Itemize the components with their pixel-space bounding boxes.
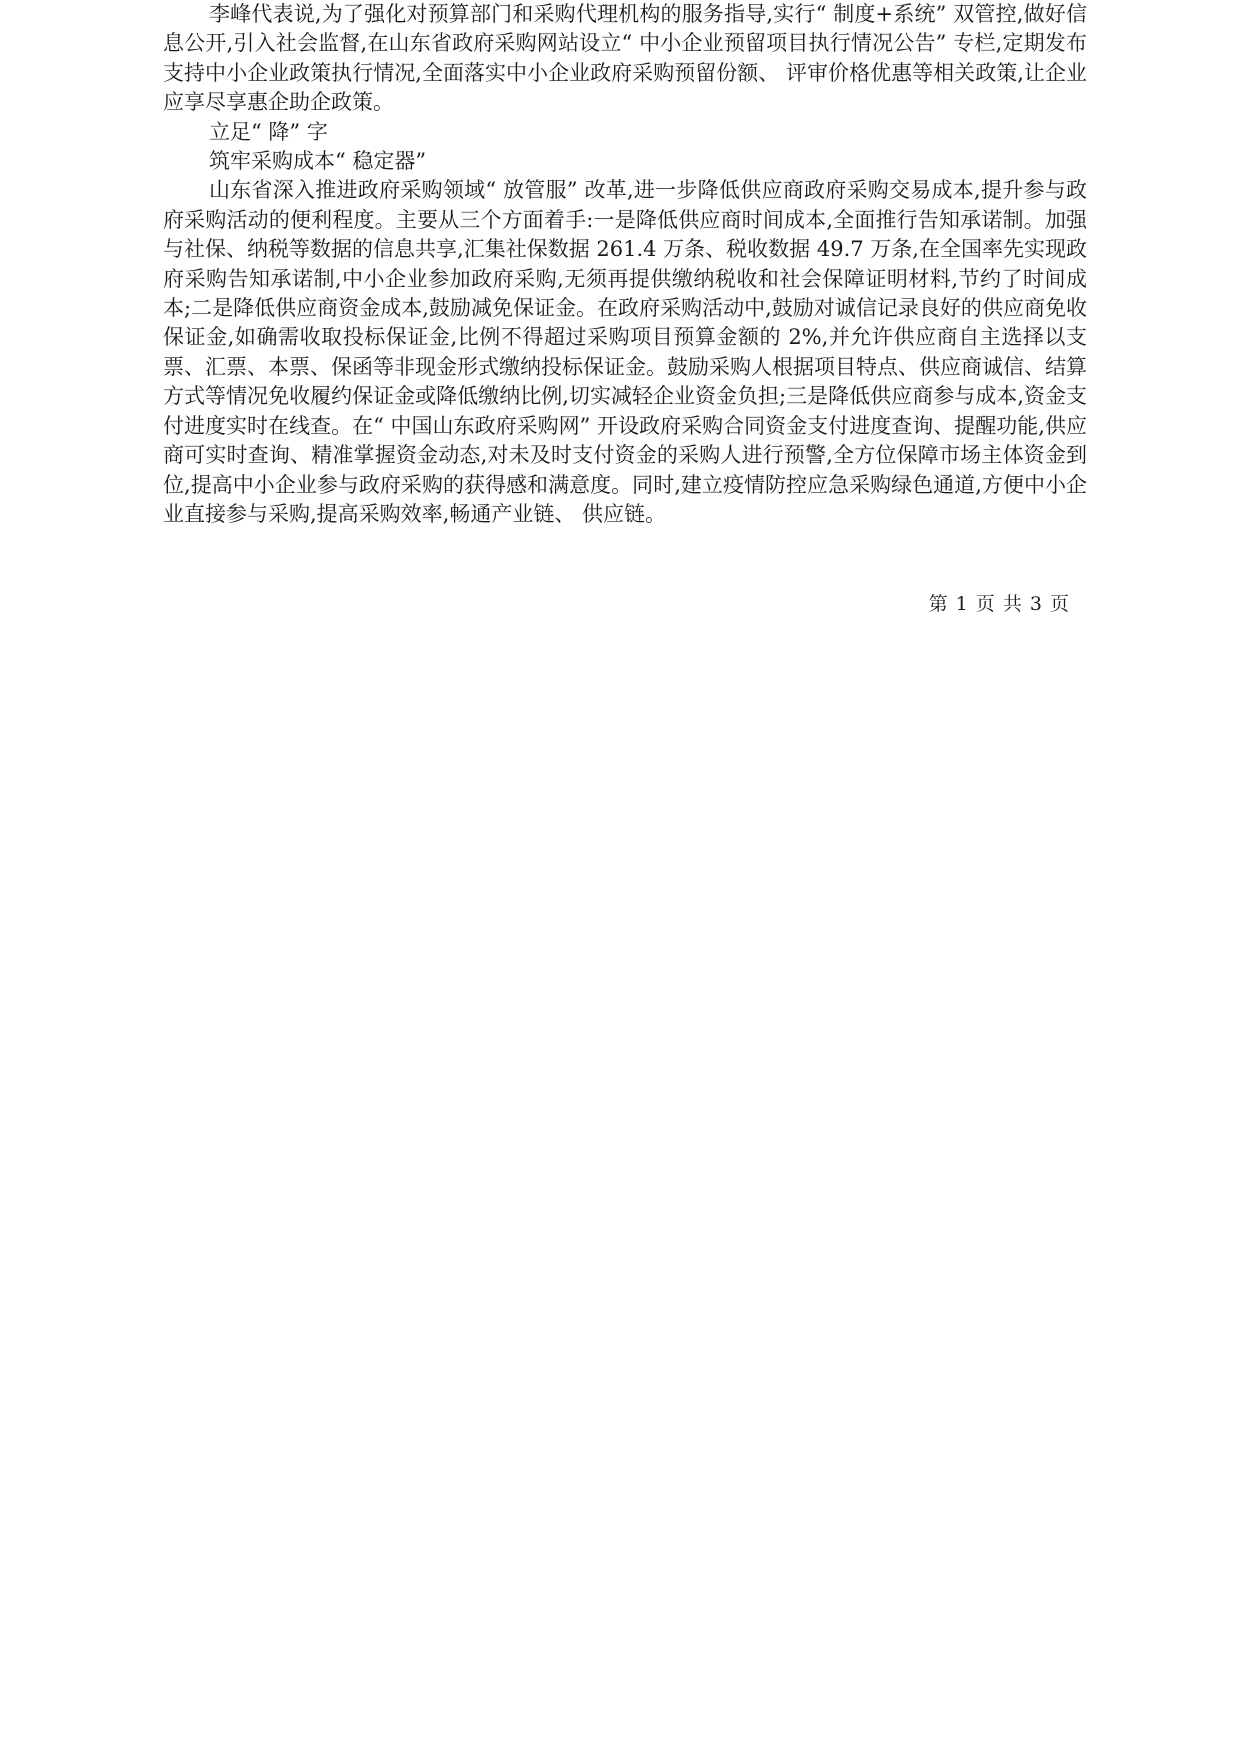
section-heading-line-1: 立足“ 降” 字 — [209, 119, 328, 144]
document-body — [163, 0, 1087, 529]
paragraph-cost-reduction: 山东省深入推进政府采购领域“ 放管服” 改革,进一步降低供应商政府采购交易成本,提升参与政府采购活动的便利程度。主要从三个方面着手:一是降低供应商时间成本,全面推行告知承诺制。加强与社保、纳税等数据的信息共享,汇集社保数据 261.4 万条、税收数据 49.7 万条,在全国率先实现政府采购告知承诺制,中小企业参加政府采购,无须再提供缴纳税收和社会保障证明材料,节约了时间成本;二是降低供应商资金成本,鼓励减免保证金。在政府采购活动中,鼓励对诚信记录良好的供应商免收保证金,如确需收取投标保证金,比例不得超过采购项目预算金额的 2%,并允许供应商自主选择以支票、汇票、本票、保函等非现金形式缴纳投标保证金。鼓励采购人根据项目特点、供应商诚信、结算方式等情况免收履约保证金或降低缴纳比例,切实减轻企业资金负担;三是降低供应商参与成本,资金支付进度实时在线查。在“ 中国山东政府采购网” 开设政府采购合同资金支付进度查询、提醒功能,供应商可实时查询、精准掌握资金动态,对未及时支付资金的采购人进行预警,全方位保障市场主体资金到位,提高中小企业参与政府采购的获得感和满意度。同时,建立疫情防控应急采购绿色通道,方便中小企业直接参与采购,提高采购效率,畅通产业链、 供应链。 — [163, 178, 1087, 526]
section-heading-line-2: 筑牢采购成本“ 稳定器” — [209, 149, 427, 174]
page-number — [900, 591, 1070, 617]
paragraph-intro: 李峰代表说,为了强化对预算部门和采购代理机构的服务指导,实行“ 制度+系统” 双管控,做好信息公开,引入社会监督,在山东省政府采购网站设立“ 中小企业预留项目执行情况公告” 专栏,定期发布支持中小企业政策执行情况,全面落实中小企业政府采购预留份额、 评审价格优惠等相关政策,让企业应享尽享惠企助企政策。 — [163, 2, 1087, 115]
page-number-label: 第 1 页 共 3 页 — [928, 593, 1070, 615]
